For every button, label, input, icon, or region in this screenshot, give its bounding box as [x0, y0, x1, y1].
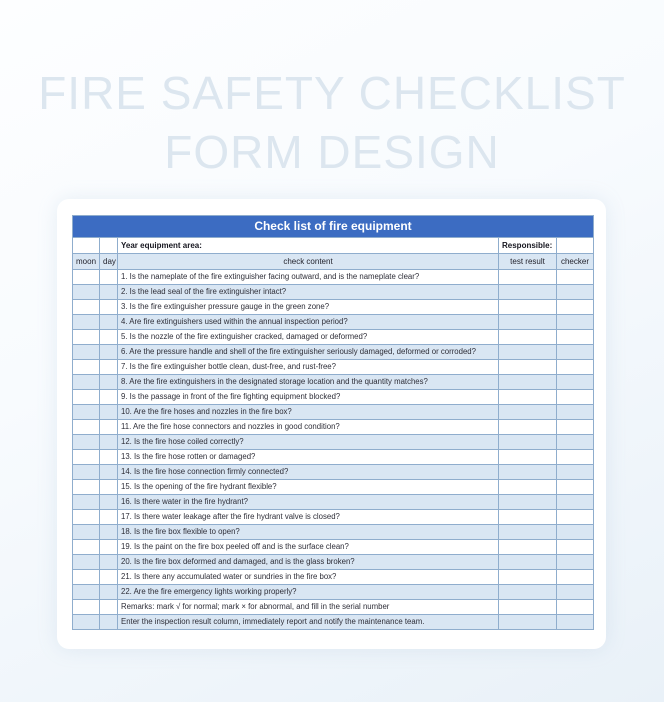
moon-cell[interactable]: [73, 270, 100, 285]
table-row: [73, 555, 594, 570]
checker-cell[interactable]: [557, 465, 594, 480]
table-row: [73, 450, 594, 465]
checker-cell[interactable]: [557, 405, 594, 420]
checker-cell[interactable]: [557, 375, 594, 390]
check-content-cell: 21. Is there any accumulated water or sundries in the fire box?: [118, 570, 499, 585]
check-content-cell: 20. Is the fire box deformed and damaged, and is the glass broken?: [118, 555, 499, 570]
checker-cell[interactable]: [557, 435, 594, 450]
checker-cell[interactable]: [557, 270, 594, 285]
table-row: [73, 585, 594, 600]
checker-cell[interactable]: [557, 315, 594, 330]
checklist-body: [73, 270, 594, 600]
test-result-cell[interactable]: [499, 600, 557, 615]
check-content-cell: 10. Are the fire hoses and nozzles in the fire box?: [118, 405, 499, 420]
moon-cell[interactable]: [73, 330, 100, 345]
checker-cell[interactable]: [557, 360, 594, 375]
moon-cell[interactable]: [73, 450, 100, 465]
table-row: [73, 285, 594, 300]
day-cell[interactable]: [100, 480, 118, 495]
check-content-cell: 15. Is the opening of the fire hydrant flexible?: [118, 480, 499, 495]
page-watermark-title: [0, 64, 664, 182]
table-subheader-row: [73, 238, 594, 254]
column-header-day: day: [100, 254, 118, 270]
moon-cell[interactable]: [73, 345, 100, 360]
moon-cell[interactable]: [73, 585, 100, 600]
responsible-value-cell[interactable]: [557, 238, 594, 254]
day-cell[interactable]: [100, 238, 118, 254]
checker-cell[interactable]: [557, 555, 594, 570]
moon-cell[interactable]: [73, 480, 100, 495]
table-row: [73, 360, 594, 375]
check-content-cell: 11. Are the fire hose connectors and nozzles in good condition?: [118, 420, 499, 435]
test-result-cell[interactable]: [499, 285, 557, 300]
check-content-cell: 2. Is the lead seal of the fire extinguisher intact?: [118, 285, 499, 300]
test-result-cell[interactable]: [499, 480, 557, 495]
table-row: [73, 435, 594, 450]
day-cell[interactable]: [100, 375, 118, 390]
column-header-checker: checker: [557, 254, 594, 270]
day-cell[interactable]: [100, 540, 118, 555]
checker-cell[interactable]: [557, 330, 594, 345]
table-row: [73, 510, 594, 525]
check-content-cell: 16. Is there water in the fire hydrant?: [118, 495, 499, 510]
moon-cell[interactable]: [73, 615, 100, 630]
fire-equipment-checklist-table: [72, 215, 594, 630]
day-cell[interactable]: [100, 450, 118, 465]
moon-cell[interactable]: [73, 555, 100, 570]
watermark-line-2: FORM DESIGN: [164, 125, 500, 178]
check-content-cell: 7. Is the fire extinguisher bottle clean, dust-free, and rust-free?: [118, 360, 499, 375]
test-result-cell[interactable]: [499, 390, 557, 405]
test-result-cell[interactable]: [499, 510, 557, 525]
checklist-footer: [73, 600, 594, 630]
remarks-row: [73, 600, 594, 615]
test-result-cell[interactable]: [499, 270, 557, 285]
moon-cell[interactable]: [73, 495, 100, 510]
checker-cell[interactable]: [557, 300, 594, 315]
check-content-cell: 17. Is there water leakage after the fire hydrant valve is closed?: [118, 510, 499, 525]
checker-cell[interactable]: [557, 585, 594, 600]
checker-cell[interactable]: [557, 285, 594, 300]
checker-cell[interactable]: [557, 525, 594, 540]
table-row: [73, 570, 594, 585]
check-content-cell: 14. Is the fire hose connection firmly connected?: [118, 465, 499, 480]
checker-cell[interactable]: [557, 495, 594, 510]
table-row: [73, 525, 594, 540]
day-cell[interactable]: [100, 405, 118, 420]
column-header-check-content: check content: [118, 254, 499, 270]
watermark-line-1: FIRE SAFETY CHECKLIST: [38, 67, 626, 119]
remarks-text: Remarks: mark √ for normal; mark × for abnormal, and fill in the serial number: [118, 600, 499, 615]
test-result-cell[interactable]: [499, 525, 557, 540]
checker-cell[interactable]: [557, 390, 594, 405]
check-content-cell: 9. Is the passage in front of the fire fighting equipment blocked?: [118, 390, 499, 405]
checker-cell[interactable]: [557, 450, 594, 465]
checker-cell[interactable]: [557, 570, 594, 585]
check-content-cell: 3. Is the fire extinguisher pressure gauge in the green zone?: [118, 300, 499, 315]
test-result-cell[interactable]: [499, 300, 557, 315]
day-cell[interactable]: [100, 300, 118, 315]
day-cell[interactable]: [100, 345, 118, 360]
test-result-cell[interactable]: [499, 360, 557, 375]
checker-cell[interactable]: [557, 615, 594, 630]
moon-cell[interactable]: [73, 600, 100, 615]
checker-cell[interactable]: [557, 510, 594, 525]
test-result-cell[interactable]: [499, 540, 557, 555]
test-result-cell[interactable]: [499, 435, 557, 450]
check-content-cell: 1. Is the nameplate of the fire extinguisher facing outward, and is the nameplate clear?: [118, 270, 499, 285]
moon-cell[interactable]: [73, 375, 100, 390]
moon-cell[interactable]: [73, 510, 100, 525]
test-result-cell[interactable]: [499, 555, 557, 570]
checker-cell[interactable]: [557, 600, 594, 615]
check-content-cell: 8. Are the fire extinguishers in the designated storage location and the quantity matches?: [118, 375, 499, 390]
test-result-cell[interactable]: [499, 450, 557, 465]
checklist-head: [73, 216, 594, 270]
table-row: [73, 540, 594, 555]
year-equipment-area-label: Year equipment area:: [118, 238, 499, 254]
table-row: [73, 495, 594, 510]
moon-cell[interactable]: [73, 238, 100, 254]
test-result-cell[interactable]: [499, 405, 557, 420]
table-title: Check list of fire equipment: [73, 216, 594, 238]
day-cell[interactable]: [100, 315, 118, 330]
test-result-cell[interactable]: [499, 615, 557, 630]
table-row: [73, 270, 594, 285]
footer-note-text: Enter the inspection result column, immediately report and notify the maintenance team.: [118, 615, 499, 630]
check-content-cell: 22. Are the fire emergency lights working properly?: [118, 585, 499, 600]
day-cell[interactable]: [100, 525, 118, 540]
table-row: [73, 330, 594, 345]
column-header-moon: moon: [73, 254, 100, 270]
moon-cell[interactable]: [73, 435, 100, 450]
test-result-cell[interactable]: [499, 420, 557, 435]
moon-cell[interactable]: [73, 390, 100, 405]
check-content-cell: 4. Are fire extinguishers used within the annual inspection period?: [118, 315, 499, 330]
day-cell[interactable]: [100, 285, 118, 300]
moon-cell[interactable]: [73, 315, 100, 330]
table-row: [73, 315, 594, 330]
day-cell[interactable]: [100, 270, 118, 285]
check-content-cell: 6. Are the pressure handle and shell of the fire extinguisher seriously damaged, deformed or corroded?: [118, 345, 499, 360]
day-cell[interactable]: [100, 600, 118, 615]
day-cell[interactable]: [100, 615, 118, 630]
test-result-cell[interactable]: [499, 375, 557, 390]
day-cell[interactable]: [100, 585, 118, 600]
day-cell[interactable]: [100, 465, 118, 480]
table-column-header-row: [73, 254, 594, 270]
column-header-test-result: test result: [499, 254, 557, 270]
day-cell[interactable]: [100, 435, 118, 450]
test-result-cell[interactable]: [499, 330, 557, 345]
checker-cell[interactable]: [557, 480, 594, 495]
checker-cell[interactable]: [557, 420, 594, 435]
table-row: [73, 405, 594, 420]
day-cell[interactable]: [100, 360, 118, 375]
table-row: [73, 420, 594, 435]
test-result-cell[interactable]: [499, 495, 557, 510]
moon-cell[interactable]: [73, 405, 100, 420]
moon-cell[interactable]: [73, 420, 100, 435]
table-row: [73, 390, 594, 405]
test-result-cell[interactable]: [499, 570, 557, 585]
day-cell[interactable]: [100, 330, 118, 345]
test-result-cell[interactable]: [499, 465, 557, 480]
test-result-cell[interactable]: [499, 345, 557, 360]
moon-cell[interactable]: [73, 570, 100, 585]
check-content-cell: 19. Is the paint on the fire box peeled off and is the surface clean?: [118, 540, 499, 555]
moon-cell[interactable]: [73, 465, 100, 480]
table-row: [73, 300, 594, 315]
moon-cell[interactable]: [73, 285, 100, 300]
day-cell[interactable]: [100, 495, 118, 510]
day-cell[interactable]: [100, 420, 118, 435]
table-row: [73, 465, 594, 480]
responsible-label: Responsible:: [499, 238, 557, 254]
test-result-cell[interactable]: [499, 585, 557, 600]
moon-cell[interactable]: [73, 300, 100, 315]
checker-cell[interactable]: [557, 540, 594, 555]
check-content-cell: 5. Is the nozzle of the fire extinguisher cracked, damaged or deformed?: [118, 330, 499, 345]
table-row: [73, 480, 594, 495]
moon-cell[interactable]: [73, 525, 100, 540]
test-result-cell[interactable]: [499, 315, 557, 330]
moon-cell[interactable]: [73, 360, 100, 375]
table-title-row: [73, 216, 594, 238]
check-content-cell: 13. Is the fire hose rotten or damaged?: [118, 450, 499, 465]
table-row: [73, 345, 594, 360]
footer-note-row: [73, 615, 594, 630]
day-cell[interactable]: [100, 570, 118, 585]
day-cell[interactable]: [100, 390, 118, 405]
moon-cell[interactable]: [73, 540, 100, 555]
table-row: [73, 375, 594, 390]
check-content-cell: 12. Is the fire hose coiled correctly?: [118, 435, 499, 450]
checker-cell[interactable]: [557, 345, 594, 360]
day-cell[interactable]: [100, 555, 118, 570]
day-cell[interactable]: [100, 510, 118, 525]
check-content-cell: 18. Is the fire box flexible to open?: [118, 525, 499, 540]
